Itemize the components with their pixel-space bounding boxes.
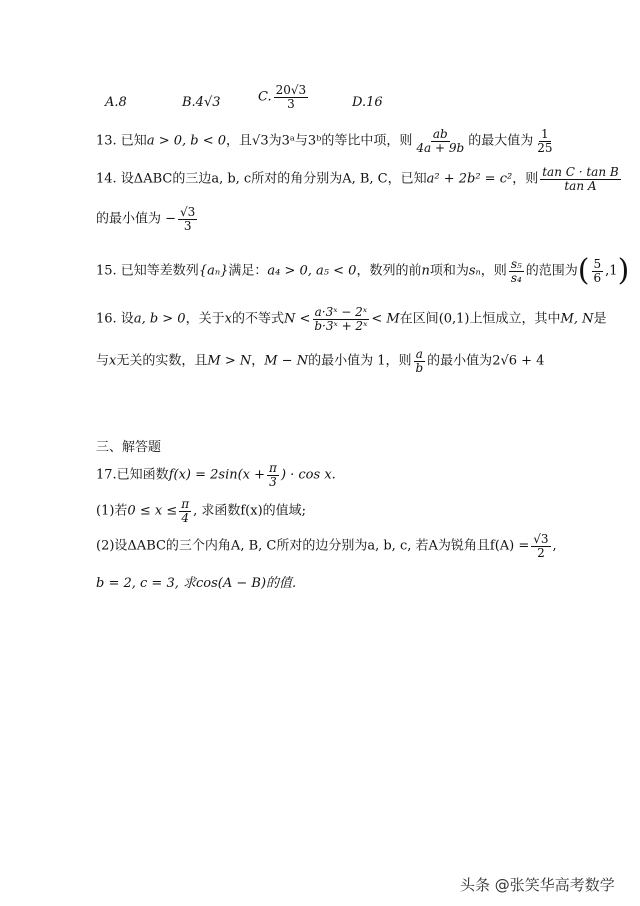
section-heading: 三、解答题 bbox=[96, 440, 162, 455]
question-15: 15. 已知等差数列{aₙ}满足：a₄ > 0, a₅ < 0，数列的前n项和为sₙ，则 $\frac{\text{s₅}}{\text{s₄}}$ 的范围为( $\frac{5}{6}$ ,1) bbox=[96, 253, 630, 288]
question-16: 16. 设a, b > 0，关于x的不等式N < $\frac{\text{a·3ˣ − 2ˣ}}{\text{b·3ˣ + 2ˣ}}$ < M在区间(0,1)上恒成立，其中M, N是 bbox=[96, 305, 607, 333]
question-14-line2: 的最小值为 − $\frac{√3}{3}$ bbox=[96, 205, 196, 233]
question-17: 17.已知函数f(x) = 2sin(x + $\frac{\pi}{3}$ ) · cos x. bbox=[96, 461, 336, 489]
open-paren: ( bbox=[577, 253, 590, 288]
question-17-part2: (2)设ΔABC的三个内角A, B, C所对的边分别为a, b, c, 若A为锐角且f(A) = $\frac{√3}{2}$ , bbox=[96, 532, 557, 560]
question-13: 13. 已知a > 0, b < 0，且√3为3ᵃ与3ᵇ的等比中项，则 $\frac{ab}{4a + 9b}$ 的最大值为 $\frac{1}{25}$ bbox=[96, 127, 553, 155]
close-paren: ) bbox=[617, 253, 630, 288]
option-a: A.8 bbox=[105, 95, 127, 110]
question-14: 14. 设ΔABC的三边a, b, c所对的角分别为A, B, C，已知a² + 2b² = c²，则 $\frac{\text{tan C · tan B}}{\text{tan A}}$ bbox=[96, 165, 619, 193]
question-17-part2-line2: b = 2, c = 3, 求cos(A − B)的值. bbox=[96, 576, 297, 591]
option-d: D.16 bbox=[352, 95, 383, 110]
watermark: 头条 @张笑华高考数学 bbox=[460, 876, 615, 894]
option-c: C. $\frac{20√3}{3}$ bbox=[258, 83, 307, 111]
question-17-part1: (1)若0 ≤ x ≤ $\frac{\pi}{4}$ , 求函数f(x)的值域; bbox=[96, 497, 307, 525]
option-b: B.4√3 bbox=[182, 95, 221, 110]
question-16-line2: 与x无关的实数，且M > N，M − N的最小值为 1，则 $\frac{a}{b}$ 的最小值为2√6 + 4 bbox=[96, 347, 545, 375]
